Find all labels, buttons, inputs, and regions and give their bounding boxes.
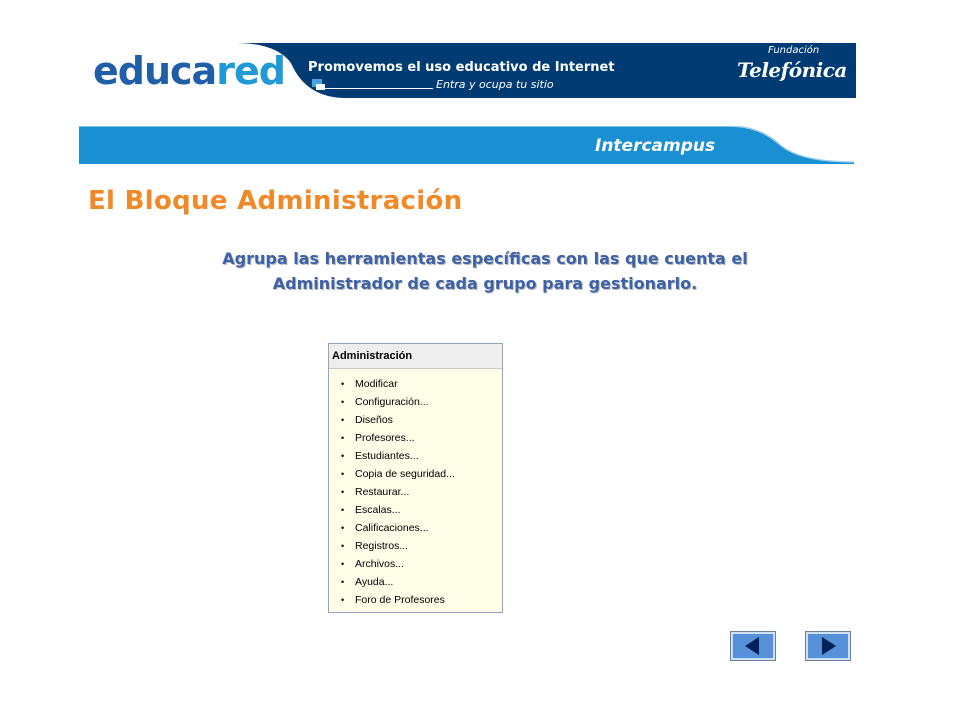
next-button[interactable] xyxy=(806,632,850,660)
admin-item-calificaciones[interactable] xyxy=(329,519,502,537)
admin-item-label: Diseños xyxy=(355,414,393,426)
bullet-icon: • xyxy=(341,595,345,605)
admin-item-label: Profesores... xyxy=(355,432,415,444)
bullet-icon: • xyxy=(341,541,345,551)
intercampus-title: Intercampus xyxy=(595,136,716,156)
admin-item-estudiantes[interactable] xyxy=(329,447,502,465)
admin-item-copia-seguridad[interactable] xyxy=(329,465,502,483)
admin-item-label: Restaurar... xyxy=(355,486,410,498)
bullet-icon: • xyxy=(341,523,345,533)
bullet-icon: • xyxy=(341,379,345,389)
admin-block-title: Administración xyxy=(329,344,502,369)
admin-item-archivos[interactable] xyxy=(329,555,502,573)
tagline-divider xyxy=(325,88,433,89)
admin-item-modificar[interactable] xyxy=(329,375,502,393)
left-triangle-icon xyxy=(733,634,773,658)
admin-block xyxy=(328,343,503,613)
tagline: Promovemos el uso educativo de Internet xyxy=(308,60,615,75)
intercampus-bar xyxy=(79,126,854,164)
fundacion-label: Fundación xyxy=(768,45,820,56)
telefonica-logo: Telefónica xyxy=(737,58,847,82)
admin-item-label: Calificaciones... xyxy=(355,522,429,534)
intro-line-2: Administrador de cada grupo para gestionarlo. xyxy=(272,274,698,293)
admin-menu xyxy=(329,369,502,609)
previous-button[interactable] xyxy=(731,632,775,660)
admin-item-foro-profesores[interactable] xyxy=(329,591,502,609)
admin-item-label: Registros... xyxy=(355,540,409,552)
admin-item-label: Modificar xyxy=(355,378,398,390)
admin-item-ayuda[interactable] xyxy=(329,573,502,591)
admin-item-configuracion[interactable] xyxy=(329,393,502,411)
tagline-icon xyxy=(312,76,326,88)
page-title: El Bloque Administración xyxy=(88,186,463,216)
bullet-icon: • xyxy=(341,487,345,497)
admin-item-restaurar[interactable] xyxy=(329,483,502,501)
admin-item-label: Archivos... xyxy=(355,558,405,570)
admin-item-escalas[interactable] xyxy=(329,501,502,519)
bullet-icon: • xyxy=(341,469,345,479)
admin-item-label: Copia de seguridad... xyxy=(355,468,455,480)
admin-item-registros[interactable] xyxy=(329,537,502,555)
bullet-icon: • xyxy=(341,433,345,443)
admin-item-label: Configuración... xyxy=(355,396,429,408)
admin-item-label: Ayuda... xyxy=(355,576,394,588)
logo-part2: red xyxy=(216,49,285,93)
logo-part1: educa xyxy=(93,49,217,93)
admin-item-label: Estudiantes... xyxy=(355,450,419,462)
bullet-icon: • xyxy=(341,559,345,569)
tagline-sub: Entra y ocupa tu sitio xyxy=(436,78,554,91)
bullet-icon: • xyxy=(341,415,345,425)
admin-item-label: Escalas... xyxy=(355,504,401,516)
intro-line-1: Agrupa las herramientas específicas con las que cuenta el xyxy=(222,249,748,268)
bullet-icon: • xyxy=(341,397,345,407)
admin-item-label: Foro de Profesores xyxy=(355,594,445,606)
right-triangle-icon xyxy=(808,634,848,658)
bullet-icon: • xyxy=(341,505,345,515)
bullet-icon: • xyxy=(341,577,345,587)
bullet-icon: • xyxy=(341,451,345,461)
admin-item-profesores[interactable] xyxy=(329,429,502,447)
intro-text xyxy=(150,246,820,296)
admin-item-disenos[interactable] xyxy=(329,411,502,429)
